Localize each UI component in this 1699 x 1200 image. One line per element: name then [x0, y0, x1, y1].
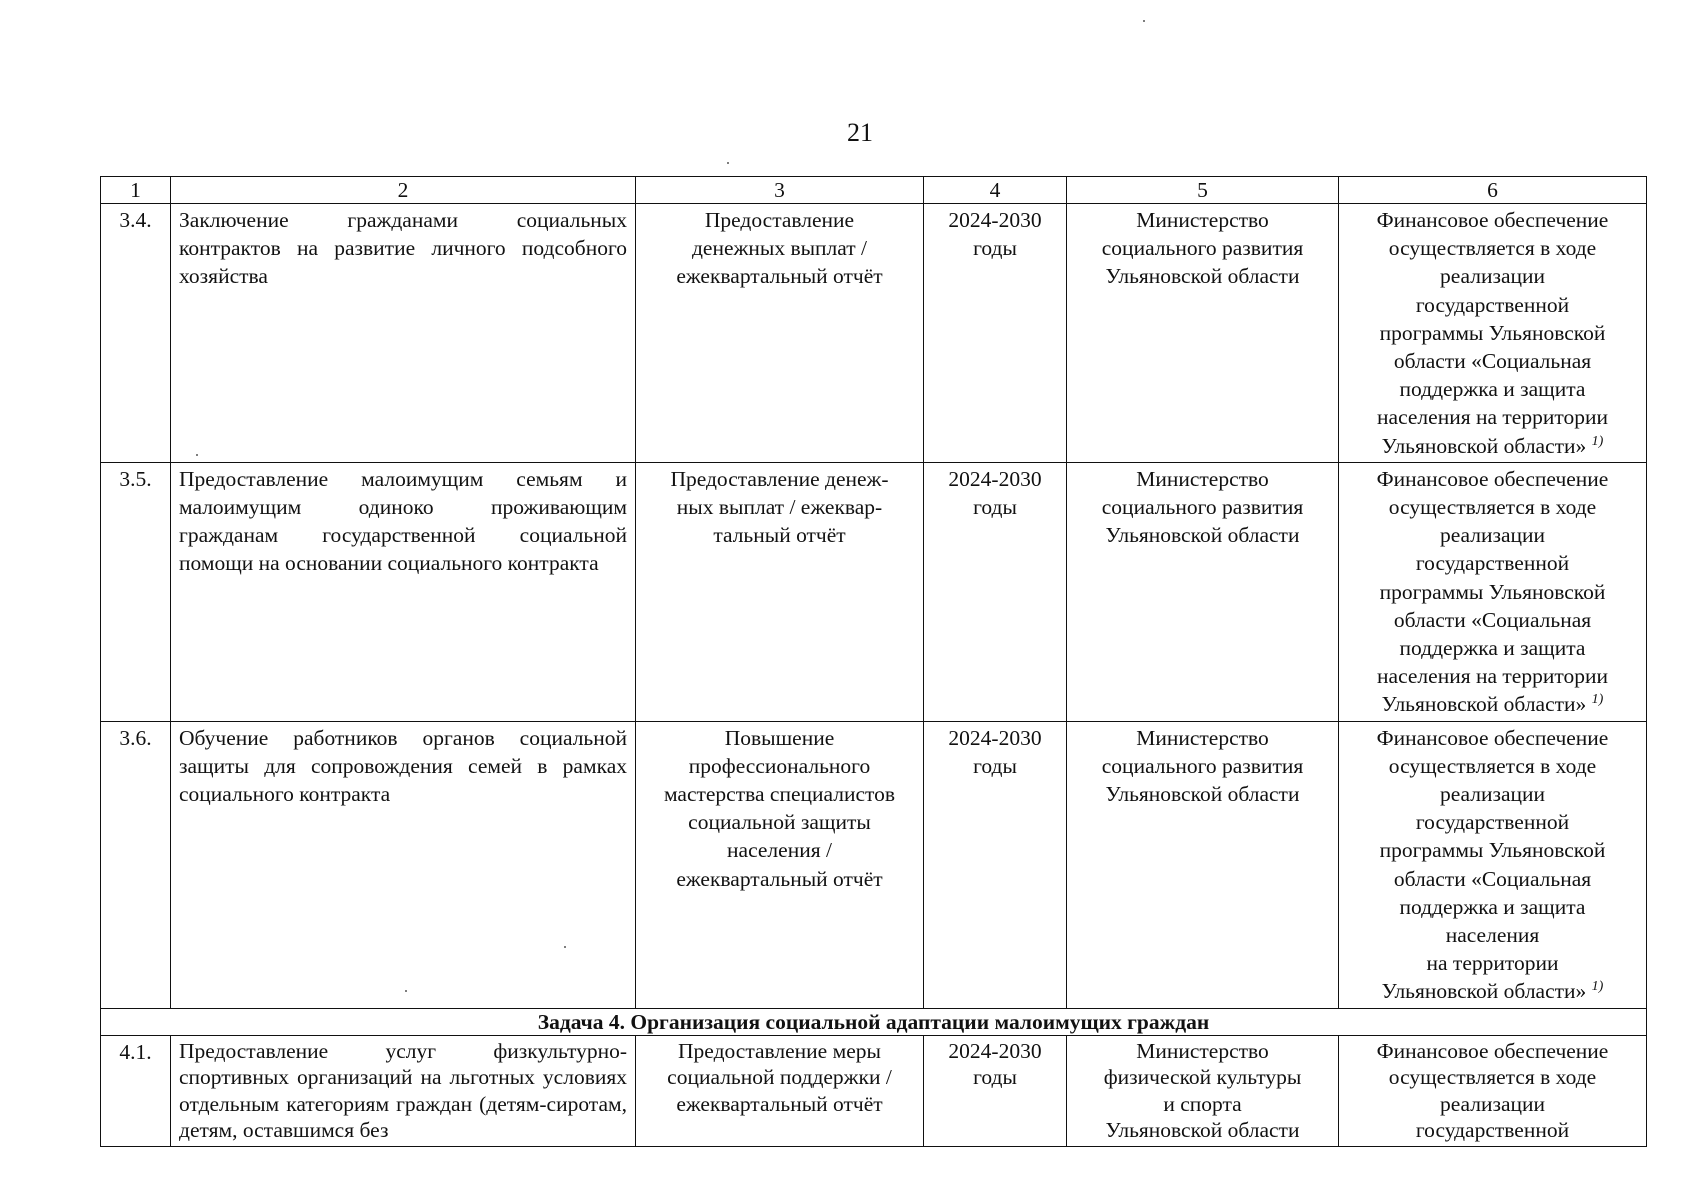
measure-name-text: Заключение гражданами социальных контрактов на развитие личного подсобного хозяйства — [179, 208, 627, 289]
header-cell-4: 4 — [924, 177, 1067, 204]
measure-name-text: Предоставление услуг физкультурно-спортивных организаций на льготных условиях отдельным категориям граждан (детям-сиротам, детям, оставшимся без — [179, 1038, 627, 1143]
result-text: Предоставление денеж- ных выплат / ежеквар- тальный отчёт — [670, 466, 889, 548]
row-number: 3.4. — [101, 204, 171, 463]
executor-text: Министерство социального развития Ульяновской области — [1101, 208, 1304, 289]
measure-name — [171, 462, 636, 721]
scan-speck — [1143, 20, 1145, 22]
header-cell-6: 6 — [1339, 177, 1647, 204]
measure-name — [171, 1035, 636, 1146]
executor-cell — [1067, 462, 1339, 721]
finance-text: Финансовое обеспечение осуществляется в ходе реализации государственной программы Ульяновской области «Социальная поддержка и защита населения на территории Ульяновской области» — [1376, 725, 1609, 1004]
finance-cell — [1339, 204, 1647, 463]
header-cell-2: 2 — [171, 177, 636, 204]
result-cell — [636, 462, 924, 721]
result-cell — [636, 204, 924, 463]
executor-cell — [1067, 721, 1339, 1008]
period-text: 2024-2030 годы — [948, 1038, 1042, 1090]
header-cell-5: 5 — [1067, 177, 1339, 204]
period-cell — [924, 1035, 1067, 1146]
table-row — [101, 204, 1647, 463]
period-cell — [924, 204, 1067, 463]
finance-cell — [1339, 462, 1647, 721]
row-number: 3.5. — [101, 462, 171, 721]
period-text: 2024-2030 годы — [948, 725, 1042, 778]
measure-name-text: Обучение работников органов социальной защиты для сопровождения семей в рамках социального контракта — [179, 725, 627, 807]
footnote-mark: 1) — [1591, 979, 1604, 995]
period-cell — [924, 462, 1067, 721]
task-heading: Задача 4. Организация социальной адаптации малоимущих граждан — [101, 1008, 1647, 1035]
table-row — [101, 1035, 1647, 1146]
executor-text: Министерство социального развития Ульяновской области — [1101, 725, 1304, 807]
footnote-mark: 1) — [1591, 433, 1604, 449]
task-heading-row — [101, 1008, 1647, 1035]
finance-cell — [1339, 721, 1647, 1008]
result-cell — [636, 1035, 924, 1146]
result-text: Предоставление меры социальной поддержки / ежеквартальный отчёт — [667, 1038, 892, 1116]
scan-speck — [727, 162, 729, 164]
measure-name-text: Предоставление малоимущим семьям и малоимущим одиноко проживающим гражданам государственной социальной помощи на основании социального контракта — [179, 466, 627, 576]
measure-name — [171, 721, 636, 1008]
header-cell-1: 1 — [101, 177, 171, 204]
row-number: 3.6. — [101, 721, 171, 1008]
page-number: 21 — [847, 118, 873, 147]
executor-cell — [1067, 1035, 1339, 1146]
period-cell — [924, 721, 1067, 1008]
period-text: 2024-2030 годы — [948, 466, 1042, 520]
table-row — [101, 721, 1647, 1008]
finance-text: Финансовое обеспечение осуществляется в ходе реализации государственной программы Ульяновской области «Социальная поддержка и защита населения на территории Ульяновской области» — [1376, 208, 1609, 458]
result-text: Предоставление денежных выплат / ежеквартальный отчёт — [676, 208, 883, 289]
finance-cell — [1339, 1035, 1647, 1146]
executor-cell — [1067, 204, 1339, 463]
finance-text: Финансовое обеспечение осуществляется в ходе реализации государственной — [1376, 1038, 1609, 1143]
executor-text: Министерство физической культуры и спорта Ульяновской области — [1103, 1038, 1302, 1143]
header-cell-3: 3 — [636, 177, 924, 204]
row-number: 4.1. — [101, 1035, 171, 1146]
measure-name — [171, 204, 636, 463]
result-text: Повышение профессионального мастерства специалистов социальной защиты населения / ежеквартальный отчёт — [663, 725, 896, 891]
header-row — [101, 177, 1647, 204]
executor-text: Министерство социального развития Ульяновской области — [1101, 466, 1304, 548]
period-text: 2024-2030 годы — [948, 208, 1042, 261]
measures-table — [100, 176, 1647, 1147]
footnote-mark: 1) — [1591, 692, 1604, 708]
table-row — [101, 462, 1647, 721]
finance-text: Финансовое обеспечение осуществляется в ходе реализации государственной программы Ульяновской области «Социальная поддержка и защита населения на территории Ульяновской области» — [1376, 466, 1609, 717]
result-cell — [636, 721, 924, 1008]
